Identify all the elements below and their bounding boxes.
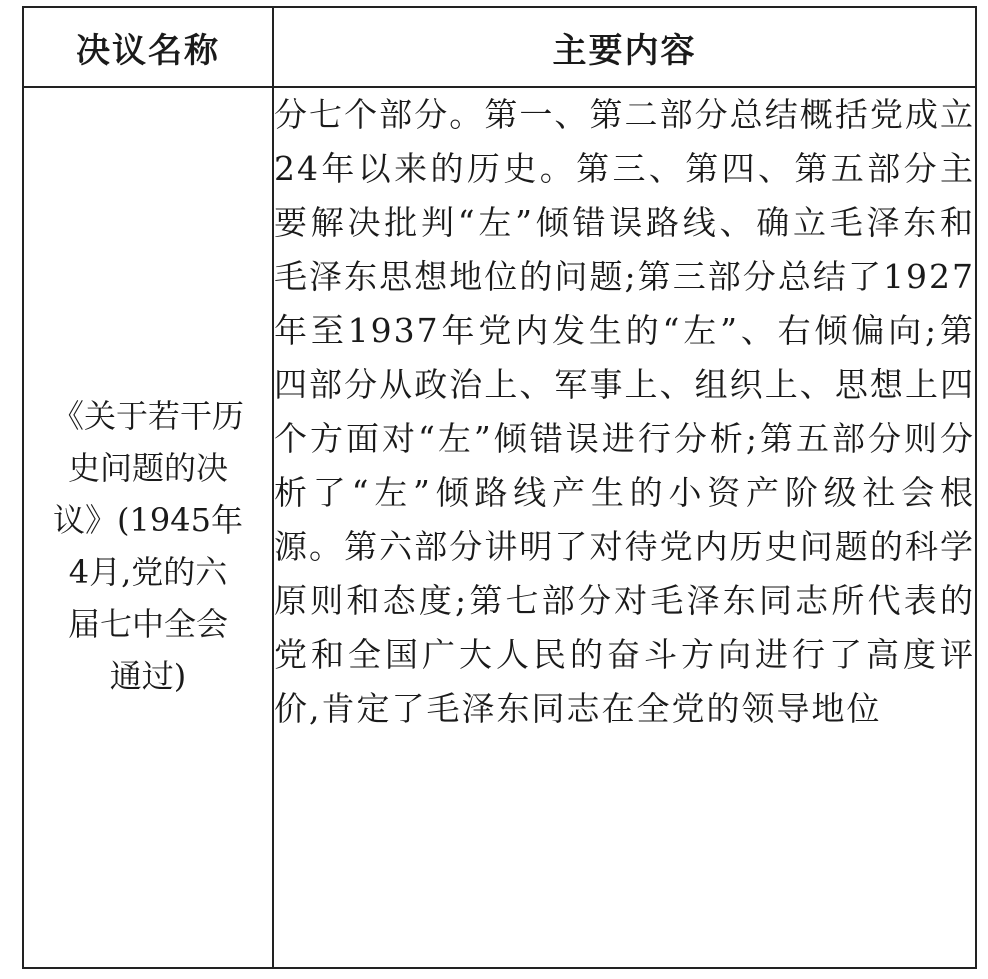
header-resolution-name: 决议名称 — [23, 7, 273, 87]
table-row — [23, 87, 976, 968]
resolution-table — [22, 6, 977, 969]
resolution-name-cell — [23, 87, 273, 968]
resolution-content-cell: 分七个部分。第一、第二部分总结概括党成立24年以来的历史。第三、第四、第五部分主要解决批判“左”倾错误路线、确立毛泽东和毛泽东思想地位的问题;第三部分总结了1927年至1937年党内发生的“左”、右倾偏向;第四部分从政治上、军事上、组织上、思想上四个方面对“左”倾错误进行分析;第五部分则分析了“左”倾路线产生的小资产阶级社会根源。第六部分讲明了对待党内历史问题的科学原则和态度;第七部分对毛泽东同志所代表的党和全国广大人民的奋斗方向进行了高度评价,肯定了毛泽东同志在全党的领导地位 — [273, 87, 976, 968]
table-header-row — [23, 7, 976, 87]
resolution-name: 《关于若干历 史问题的决 议》(1945年 4月,党的六 届七中全会 通过) — [51, 396, 244, 695]
header-main-content: 主要内容 — [273, 7, 976, 87]
